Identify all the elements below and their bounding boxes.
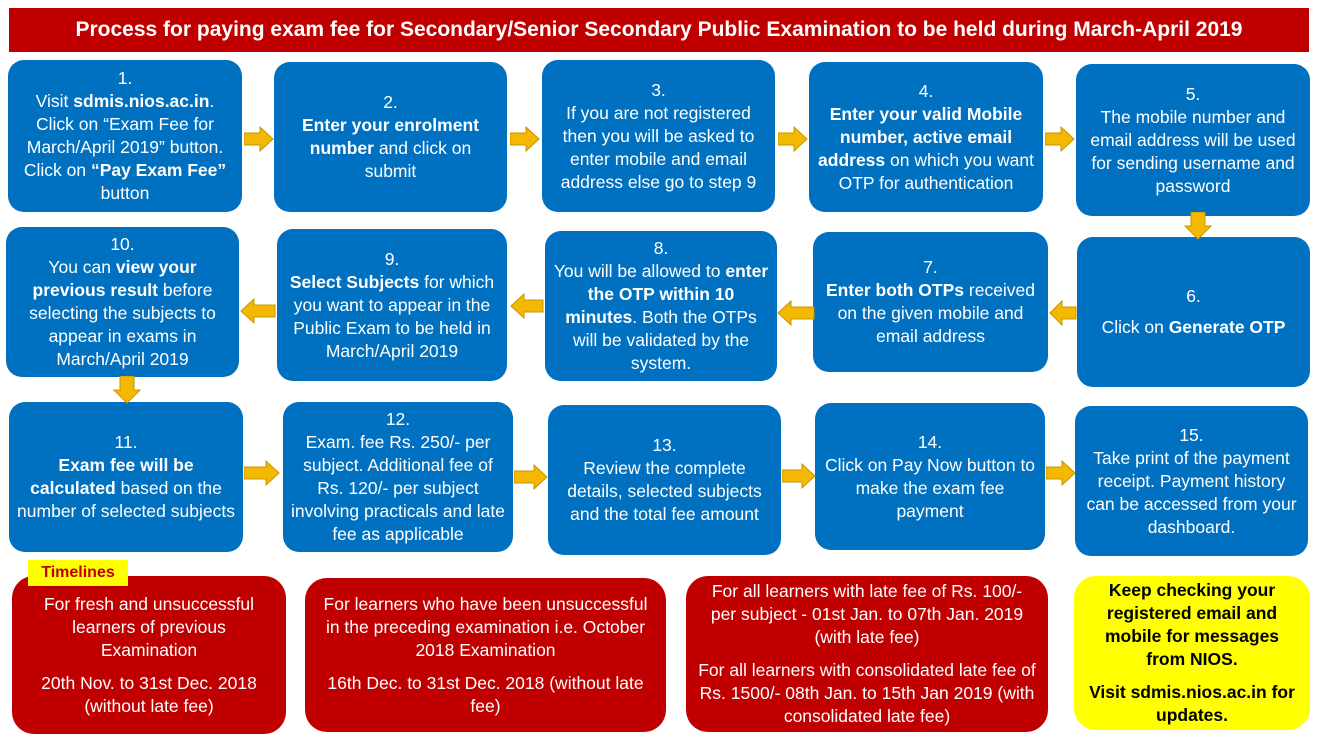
arrow-left-icon <box>1049 300 1077 326</box>
notice-visit: Visit sdmis.nios.ac.in for updates. <box>1089 682 1295 725</box>
step-number: 12. <box>385 409 411 429</box>
step-number: 13. <box>652 435 677 455</box>
step-text-part: button <box>100 183 150 203</box>
step-text: Review the complete details, selected subjects and the total fee amount <box>567 458 762 524</box>
timeline-dates: 20th Nov. to 31st Dec. 2018 (without late fee) <box>41 672 257 716</box>
notice-text: Keep checking your registered email and mobile for messages from NIOS. <box>1104 580 1280 669</box>
step-number: 6. <box>1186 286 1201 306</box>
arrow-right-icon <box>510 126 540 152</box>
step-text-part: . Both the OTPs will be validated by the system. <box>572 307 757 373</box>
step-number: 14. <box>917 431 943 452</box>
step-text: Take print of the payment receipt. Payment history can be accessed from your dashboard. <box>1086 447 1297 537</box>
step-text-part: for which you want to appear in the Public Exam to be held in March/April 2019 <box>293 271 495 361</box>
step-text <box>282 114 499 183</box>
step-text <box>16 90 234 205</box>
step-11 <box>9 402 243 552</box>
step-text <box>285 271 499 363</box>
step-text-bold: view your previous result <box>32 257 197 300</box>
step-text <box>553 260 769 375</box>
step-text-part: You can <box>48 257 116 277</box>
step-text-part: Visit <box>35 91 74 111</box>
step-number: 3. <box>651 79 666 100</box>
step-number: 5. <box>1185 83 1201 104</box>
step-4 <box>809 62 1043 212</box>
arrow-down-icon <box>1184 212 1212 240</box>
timelines-label: Timelines <box>28 560 128 586</box>
step-text-part: and click on submit <box>364 138 472 181</box>
timeline-consolidated-fee: For all learners with consolidated late fee of Rs. 1500/- 08th Jan. to 15th Jan 2019 (with consolidated late fee) <box>698 660 1036 726</box>
step-text-part: received on the given mobile and email address <box>837 280 1036 346</box>
step-text-bold: enter the OTP within 10 minutes <box>565 261 769 327</box>
arrow-right-icon <box>1046 460 1076 486</box>
step-text: The mobile number and email address will be used for sending username and password <box>1090 106 1296 196</box>
arrow-left-icon <box>510 293 544 319</box>
step-15 <box>1075 406 1308 556</box>
step-10 <box>6 227 239 377</box>
step-text-part: You will be allowed to <box>553 261 726 281</box>
step-text-part: . Click on “Exam Fee for March/April 2019” button. Click on <box>23 91 224 180</box>
arrow-right-icon <box>244 126 274 152</box>
step-text <box>1102 316 1286 339</box>
step-12 <box>283 402 513 552</box>
step-9 <box>277 229 507 381</box>
step-text <box>17 454 235 523</box>
step-number: 9. <box>384 248 400 269</box>
step-number: 7. <box>923 257 938 277</box>
timeline-late-fee: For all learners with late fee of Rs. 100/- per subject - 01st Jan. to 07th Jan. 2019 (with late fee) <box>710 581 1024 647</box>
step-text-bold: Enter both OTPs <box>825 280 965 300</box>
step-14 <box>815 403 1045 550</box>
timeline-dates: 16th Dec. to 31st Dec. 2018 (without late fee) <box>327 672 644 716</box>
step-8 <box>545 231 777 381</box>
step-1 <box>8 60 242 212</box>
step-text-bold: Enter your enrolment number <box>302 115 479 158</box>
step-text-part: Click on <box>1101 317 1169 337</box>
step-text-bold: Exam fee will be calculated <box>30 455 194 498</box>
step-number: 11. <box>114 432 138 452</box>
step-text <box>817 103 1035 195</box>
step-text-bold: sdmis.nios.ac.in <box>73 91 210 111</box>
step-3 <box>542 60 775 212</box>
arrow-left-icon <box>240 298 276 324</box>
step-number: 15. <box>1179 424 1204 445</box>
step-text: If you are not registered then you will be asked to enter mobile and email address else go to step 9 <box>560 102 757 192</box>
arrow-right-icon <box>778 126 808 152</box>
step-text: Click on Pay Now button to make the exam fee payment <box>824 454 1036 521</box>
step-text-bold: “Pay Exam Fee” <box>90 160 227 180</box>
arrow-right-icon <box>782 463 816 489</box>
arrow-right-icon <box>244 460 280 486</box>
arrow-right-icon <box>1045 126 1075 152</box>
timeline-eligibility: For learners who have been unsuccessful in the preceding examination i.e. October 2018 Examination <box>323 593 648 660</box>
step-text-bold: Select Subjects <box>289 271 420 292</box>
step-13 <box>548 405 781 555</box>
step-number: 10. <box>110 234 135 254</box>
arrow-left-icon <box>777 300 815 326</box>
step-text <box>821 279 1040 348</box>
timeline-box-fresh <box>12 576 286 734</box>
step-text-part: on which you want OTP for authentication <box>838 149 1034 193</box>
step-number: 8. <box>653 238 669 258</box>
timeline-eligibility: For fresh and unsuccessful learners of previous Examination <box>43 593 255 660</box>
step-7 <box>813 232 1048 372</box>
step-text-bold: Generate OTP <box>1168 317 1286 337</box>
arrow-right-icon <box>514 464 548 490</box>
notice-box <box>1074 576 1310 730</box>
step-text-bold: Enter your valid Mobile number, active email address <box>818 103 1023 170</box>
step-6 <box>1077 237 1310 387</box>
arrow-down-icon <box>113 376 141 404</box>
timeline-box-unsuccessful <box>305 578 666 732</box>
step-text <box>14 256 231 371</box>
step-text: Exam. fee Rs. 250/- per subject. Additional fee of Rs. 120/- per subject involving practicals and late fee as applicable <box>291 432 506 544</box>
timeline-box-late-fee <box>686 576 1048 732</box>
step-2 <box>274 62 507 212</box>
step-number: 1. <box>117 68 133 88</box>
page-title: Process for paying exam fee for Secondary/Senior Secondary Public Examination to be held during March-April 2019 <box>9 8 1309 52</box>
step-text-part: based on the number of selected subjects <box>17 478 235 521</box>
step-number: 2. <box>383 92 398 112</box>
step-number: 4. <box>918 80 934 101</box>
step-5 <box>1076 64 1310 216</box>
step-text-part: before selecting the subjects to appear in exams in March/April 2019 <box>29 280 216 369</box>
